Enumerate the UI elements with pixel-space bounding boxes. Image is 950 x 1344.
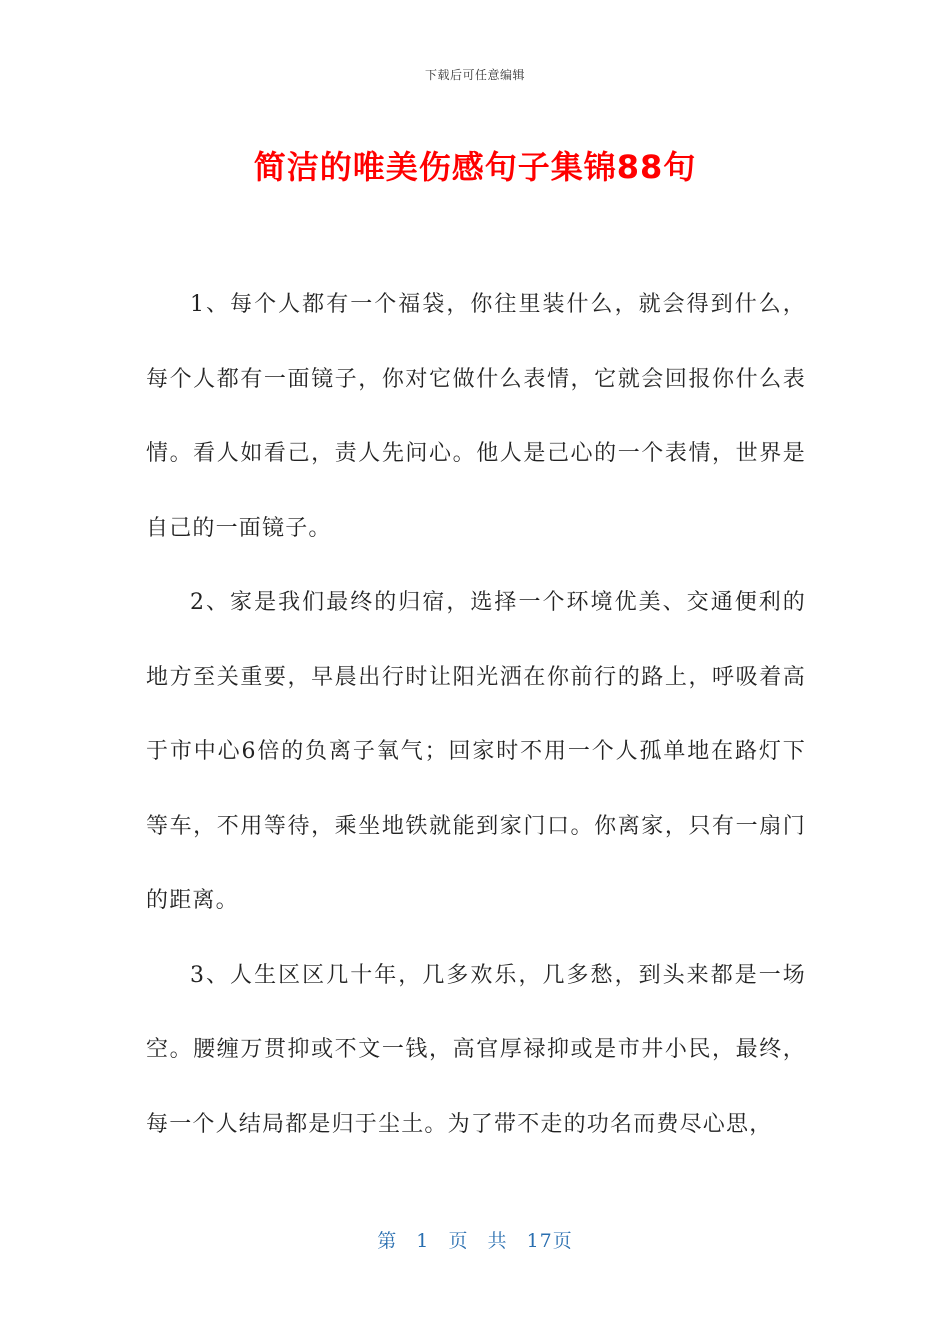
page-footer <box>0 1226 950 1253</box>
header-note: 下载后可任意编辑 <box>424 68 525 82</box>
paragraph-3: 3、人生区区几十年，几多欢乐，几多愁，到头来都是一场空。腰缠万贯抑或不文一钱，高官厚禄抑或是市井小民，最终，每一个人结局都是归于尘土。为了带不走的功名而费尽心思， <box>146 962 806 1137</box>
footer-total-prefix: 共 <box>487 1230 508 1252</box>
paragraph-1: 1、每个人都有一个福袋，你往里装什么，就会得到什么，每个人都有一面镜子，你对它做什么表情，它就会回报你什么表情。看人如看己，责人先问心。他人是己心的一个表情，世界是自己的一面镜子。 <box>146 292 806 541</box>
footer-page-mid: 页 <box>448 1230 469 1252</box>
document-body <box>146 268 806 1162</box>
footer-page-prefix: 第 <box>377 1230 398 1252</box>
paragraph-2: 2、家是我们最终的归宿，选择一个环境优美、交通便利的地方至关重要，早晨出行时让阳光洒在你前行的路上，呼吸着高于市中心6倍的负离子氧气；回家时不用一个人孤单地在路灯下等车，不用等待，乘坐地铁就能到家门口。你离家，只有一扇门的距离。 <box>146 590 806 913</box>
footer-page-number: 1 <box>416 1230 430 1252</box>
document-title: 简洁的唯美伤感句子集锦88句 <box>253 148 697 186</box>
footer-total-pages: 17页 <box>526 1230 573 1252</box>
